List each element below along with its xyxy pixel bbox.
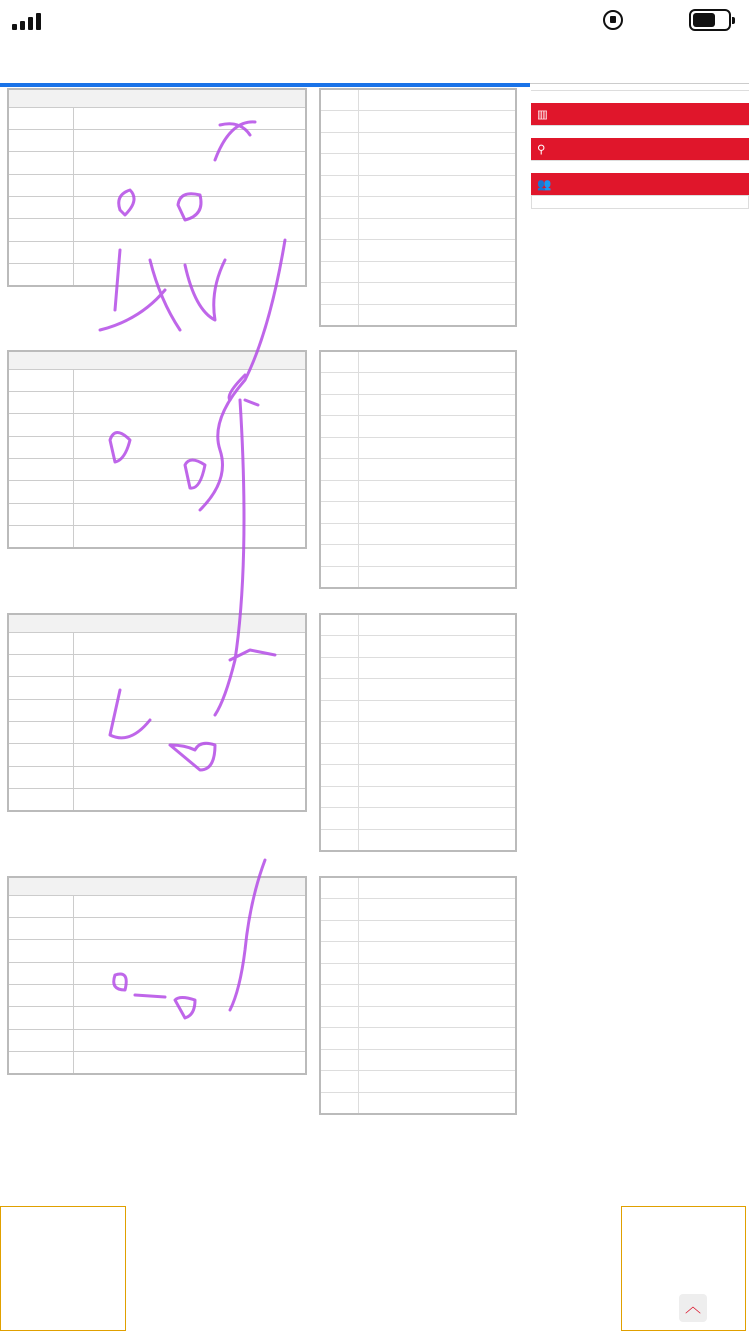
loto-head [320,786,358,808]
chevron-up-icon: ︿ [684,1299,701,1316]
loto-head [320,920,358,942]
loto-head [320,829,358,851]
loto-values [358,920,516,942]
loto-values [358,373,516,395]
loto-head [320,985,358,1007]
users-icon: 👥 [537,179,552,191]
loto-values [358,197,516,219]
loto-values [358,829,516,851]
loto-head [320,1071,358,1093]
loto-head [320,722,358,744]
loto-values [358,394,516,416]
loto-values [358,786,516,808]
loto-values [358,261,516,283]
section-header-forum [531,173,749,195]
first-prize [73,391,306,413]
scroll-top-button[interactable] [679,1294,707,1322]
loto-head [320,657,358,679]
loto-head [320,679,358,701]
result-table [7,876,307,1075]
loto-values [358,218,516,240]
loto-values [358,1049,516,1071]
loto-head [320,899,358,921]
loto-values [358,636,516,658]
loto-values [358,459,516,481]
loto-table [319,613,517,852]
section-header-soicau [531,138,749,160]
sidebar [531,90,749,209]
status-bar [0,0,749,40]
section-header-vip [531,103,749,125]
chart-icon: ▥ [537,109,548,121]
loto-values [358,722,516,744]
special-prize [73,369,306,391]
loto-head [320,197,358,219]
loto-values [358,657,516,679]
loto-head [320,154,358,176]
loto-values [358,808,516,830]
loto-head [320,480,358,502]
loto-values [358,132,516,154]
loto-values [358,899,516,921]
loto-values [358,304,516,326]
loto-values [358,111,516,133]
first-prize [73,129,306,151]
loto-head [320,700,358,722]
loto-values [358,523,516,545]
loto-values [358,175,516,197]
loto-values [358,1028,516,1050]
loto-head [320,132,358,154]
result-date-title [8,614,306,632]
loto-values [358,1006,516,1028]
loto-head [320,1028,358,1050]
loto-head [320,240,358,262]
loto-head [320,437,358,459]
loto-head [320,1006,358,1028]
search-icon: ⚲ [537,144,546,156]
first-prize [73,917,306,939]
loto-values [358,1092,516,1114]
battery-icon [689,9,731,31]
loto-values [358,679,516,701]
loto-head [320,743,358,765]
first-prize [73,654,306,676]
orientation-lock-icon [603,10,623,30]
loto-table [319,88,517,327]
loto-head [320,942,358,964]
signal-icon [12,12,41,30]
loto-head [320,304,358,326]
forum-topic-list [531,195,749,209]
loto-values [358,545,516,567]
loto-head [320,523,358,545]
ad-box-left[interactable] [0,1206,126,1331]
soicau-links [531,160,749,161]
loto-head [320,765,358,787]
special-prize [73,632,306,654]
loto-head [320,502,358,524]
loto-head [320,1049,358,1071]
loto-head [320,545,358,567]
carrier-label [54,6,75,33]
loto-head [320,808,358,830]
result-table [7,613,307,812]
loto-values [358,700,516,722]
loto-head [320,636,358,658]
loto-values [358,437,516,459]
special-prize [73,107,306,129]
result-date-title [8,877,306,895]
loto-head [320,373,358,395]
loto-values [358,240,516,262]
loto-values [358,566,516,588]
loto-head [320,394,358,416]
result-table [7,350,307,549]
vip-links [531,125,749,126]
loto-head [320,175,358,197]
loto-values [358,963,516,985]
loto-values [358,480,516,502]
loto-table [319,350,517,589]
loto-values [358,1071,516,1093]
page-load-progress [0,83,530,87]
loto-head [320,459,358,481]
result-date-title [8,351,306,369]
loto-values [358,942,516,964]
loto-head [320,283,358,305]
loto-values [358,765,516,787]
loto-values [358,985,516,1007]
result-date-title [8,89,306,107]
loto-values [358,502,516,524]
loto-head [320,111,358,133]
loto-head [320,218,358,240]
loto-table [319,876,517,1115]
loto-values [358,743,516,765]
loto-values [358,416,516,438]
loto-values [358,283,516,305]
stats-links [531,90,749,91]
loto-head [320,963,358,985]
loto-head [320,261,358,283]
result-table [7,88,307,287]
loto-head [320,566,358,588]
loto-head [320,1092,358,1114]
loto-values [358,154,516,176]
special-prize [73,895,306,917]
loto-head [320,416,358,438]
